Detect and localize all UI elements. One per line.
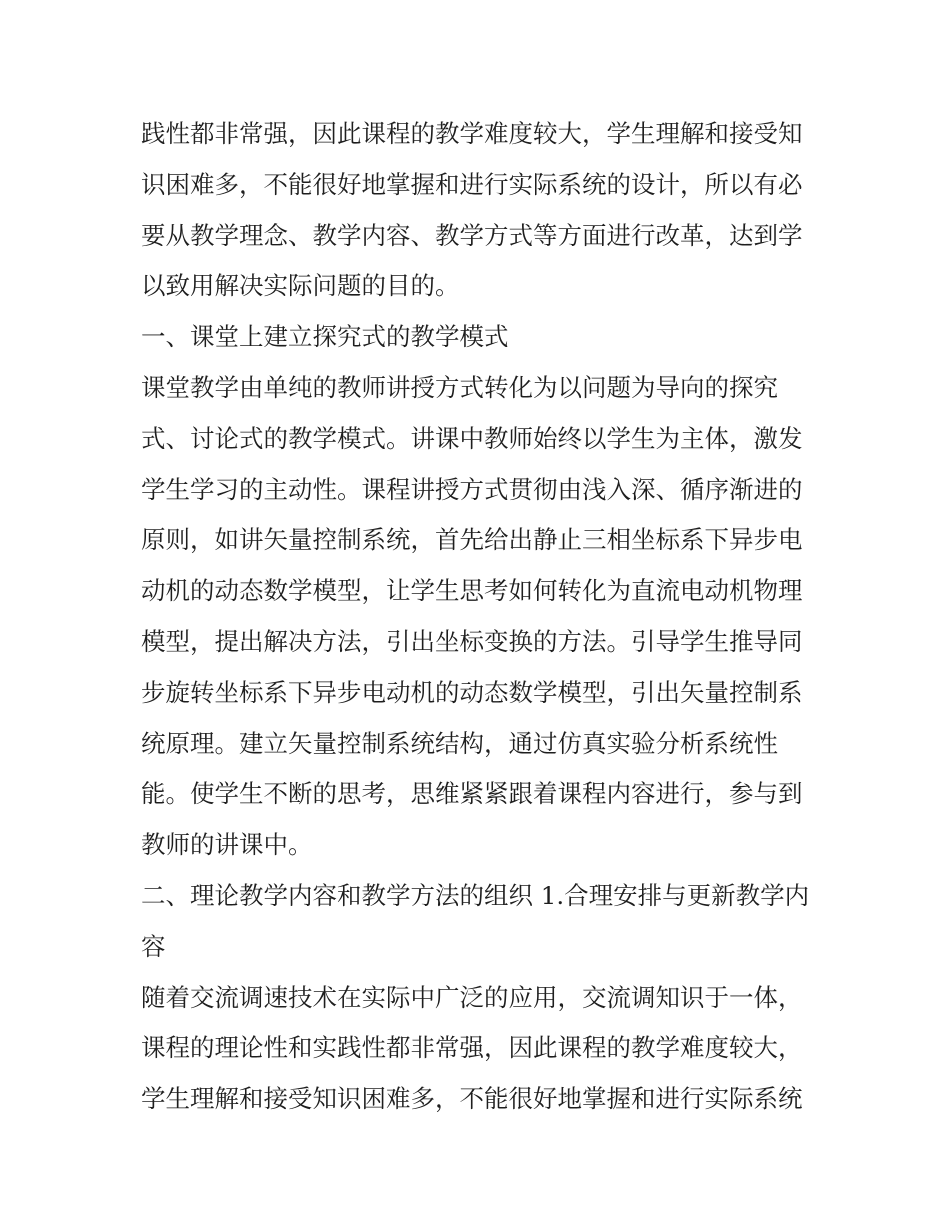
text-line: 要从教学理念、教学内容、教学方式等方面进行改革，达到学	[141, 220, 803, 250]
body-text	[141, 109, 821, 1125]
text-line: 践性都非常强，因此课程的教学难度较大，学生理解和接受知	[141, 119, 803, 148]
text-line: 以致用解决实际问题的目的。	[141, 271, 460, 301]
text-line: 动机的动态数学模型，让学生思考如何转化为直流电动机物理	[141, 576, 803, 606]
text-line: 学生理解和接受知识困难多，不能很好地掌握和进行实际系统	[141, 1084, 803, 1114]
section-heading-1: 一、课堂上建立探究式的教学模式	[141, 322, 509, 352]
text-line: 识困难多，不能很好地掌握和进行实际系统的设计，所以有必	[141, 169, 803, 199]
text-line: 原则，如讲矢量控制系统，首先给出静止三相坐标系下异步电	[141, 525, 803, 555]
text-line: 能。使学生不断的思考，思维紧紧跟着课程内容进行，参与到	[141, 779, 803, 809]
text-line: 课堂教学由单纯的教师讲授方式转化为以问题为导向的探究	[141, 372, 778, 402]
text-line: 学生学习的主动性。课程讲授方式贯彻由浅入深、循序渐进的	[141, 474, 803, 504]
text-line: 式、讨论式的教学模式。讲课中教师始终以学生为主体，激发	[141, 423, 803, 453]
text-line: 教师的讲课中。	[141, 830, 313, 860]
text-line: 统原理。建立矢量控制系统结构，通过仿真实验分析系统性	[141, 728, 778, 758]
text-line: 步旋转坐标系下异步电动机的动态数学模型，引出矢量控制系	[141, 677, 803, 707]
text-line: 随着交流调速技术在实际中广泛的应用，交流调知识于一体，	[141, 982, 803, 1012]
text-line: 模型，提出解决方法，引出坐标变换的方法。引导学生推导同	[141, 626, 803, 656]
section-heading-2: 二、理论教学内容和教学方法的组织 1.合理安排与更新教学内	[141, 880, 810, 910]
section-heading-2-continued: 容	[141, 931, 166, 961]
text-line: 课程的理论性和实践性都非常强，因此课程的教学难度较大，	[141, 1033, 803, 1063]
